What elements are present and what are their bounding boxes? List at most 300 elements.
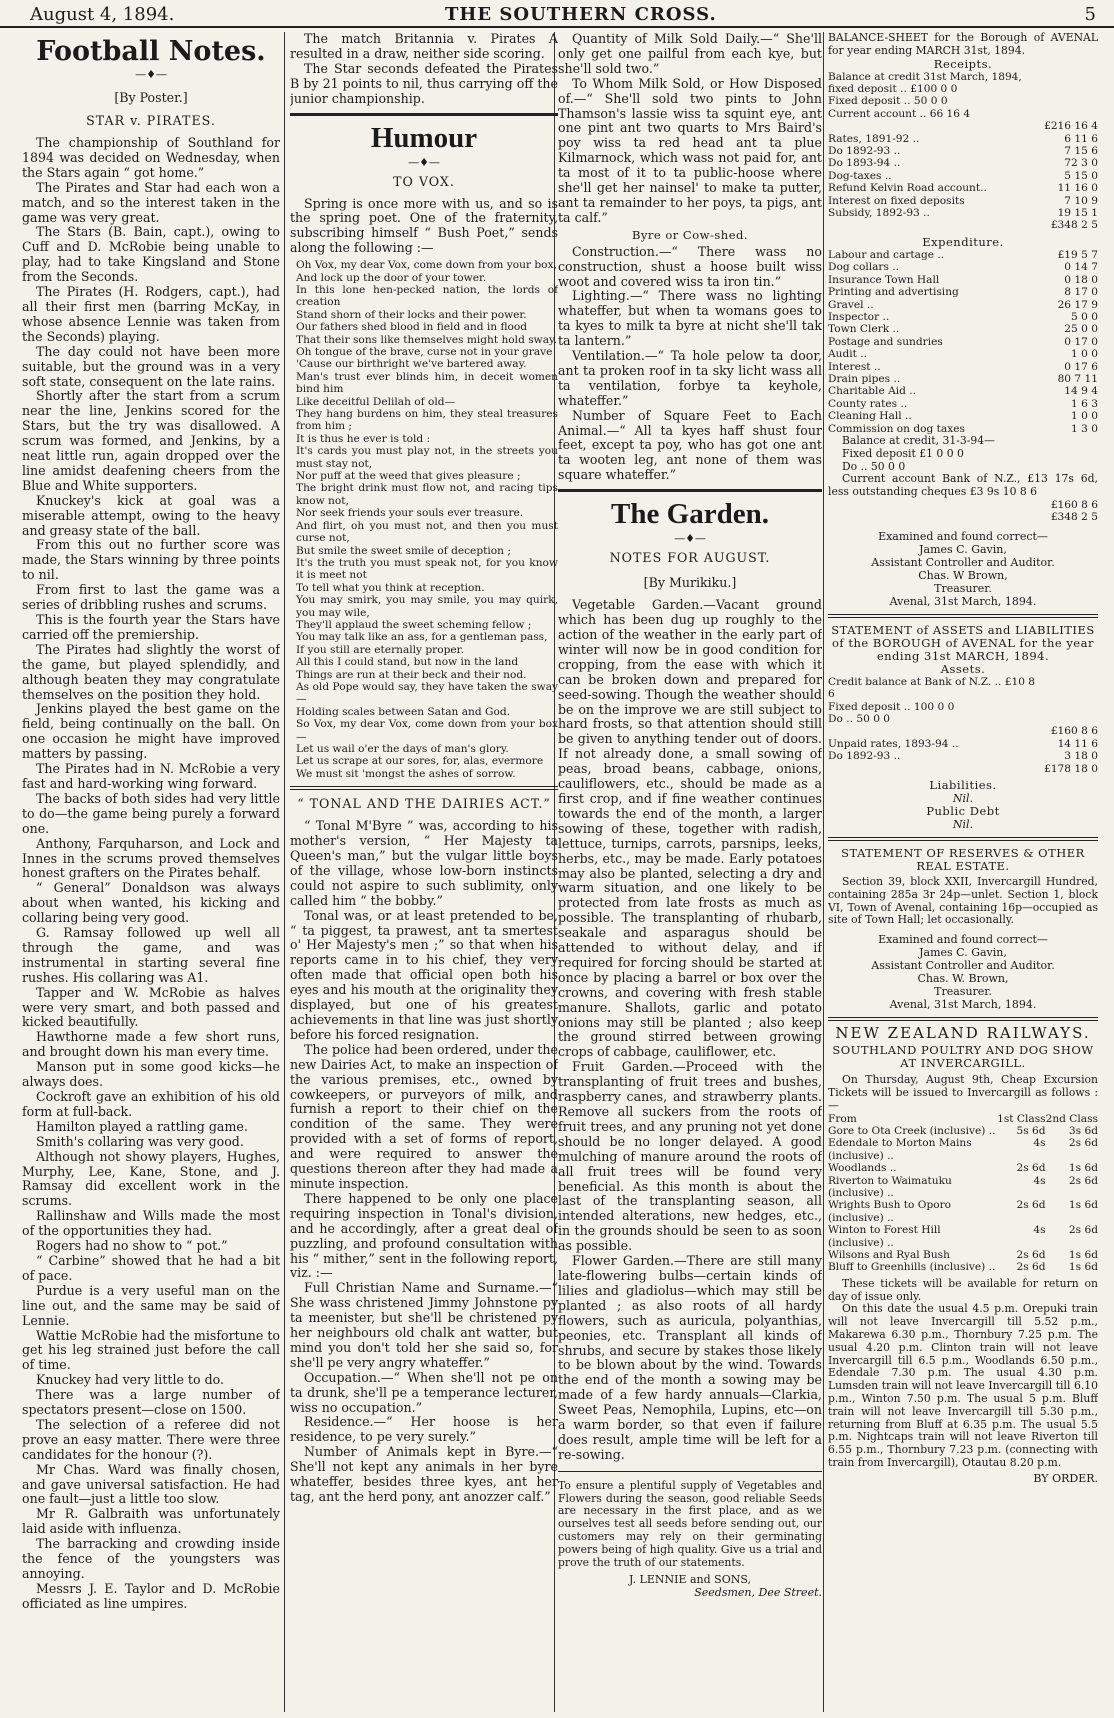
paragraph: From this out no further score was made, the Stars winning by three points to nil. — [22, 537, 280, 583]
ledger-label: Fixed deposit .. 50 0 0 — [828, 95, 948, 108]
paragraph: Things are run at their beck and their nod. — [296, 668, 527, 681]
ledger-amount: £216 16 4 — [1044, 120, 1098, 133]
ledger-row — [828, 219, 1098, 231]
paragraph: Do .. 50 0 0 — [842, 459, 906, 473]
fare-row — [828, 1249, 1098, 1261]
poem-title: TO VOX. — [393, 173, 455, 189]
garden-subheading: NOTES FOR AUGUST. — [609, 550, 771, 566]
fare-row — [828, 1125, 1098, 1137]
masthead — [0, 0, 1114, 28]
ledger-amount: £19 5 7 — [1057, 248, 1098, 261]
section-divider — [290, 786, 558, 790]
balance-sheet-heading: BALANCE-SHEET for the Borough of AVENAL for year ending MARCH 31st, 1894. — [828, 32, 1098, 57]
auditor-signoff — [828, 530, 1098, 608]
fare-row — [828, 1199, 1098, 1224]
paragraph: So Vox, my dear Vox, come down from your box— — [296, 718, 558, 743]
assets-table — [828, 676, 1098, 775]
expenditure-table — [828, 249, 1098, 435]
fare-cell: 4s — [1033, 1137, 1046, 1150]
ledger-row — [828, 750, 1098, 762]
paragraph: There happened to be only one place requiring inspection in Tonal's division, and he accordingly, after a great deal of puzzling, and profound consultation with his “ mither,” sent in the following report, viz. :— — [290, 1190, 558, 1281]
ledger-amount: 3 18 0 — [1064, 750, 1098, 763]
ledger-amount: 0 17 0 — [1064, 335, 1098, 348]
fare-cell: Woodlands .. — [828, 1162, 897, 1175]
fare-column-header: 2nd Class — [1045, 1112, 1098, 1125]
advert-text: To ensure a plentiful supply of Vegetables and Flowers during the season, good reliable Seeds are necessary in the first place, and as we ourselves test all seeds before sending out, our customers may rely on their germinating powers being of high quality. Give us a trial and prove the truth of our statements. — [558, 1478, 822, 1569]
ledger-label: Rates, 1891-92 .. — [828, 132, 920, 145]
paragraph: Let us wail o'er the days of man's glory. — [296, 743, 509, 755]
paragraph: But smile the sweet smile of deception ; — [296, 544, 511, 557]
fare-cell: 4s — [1033, 1174, 1046, 1187]
ledger-label: Dog collars .. — [828, 261, 900, 274]
paragraph: The barracking and crowding inside the fence of the youngsters was annoying. — [22, 1536, 280, 1581]
football-byline: [By Poster.] — [114, 90, 188, 105]
reserves-text: Section 39, block XXII, Invercargill Hundred, containing 285a 3r 24p—unlet. Section 1, block VI, Town of Avenal, containing 16p—occupied as site of Town Hall; let occasionally. — [828, 875, 1098, 927]
football-subheading: STAR v. PIRATES. — [86, 113, 216, 128]
ledger-label: Labour and cartage .. — [828, 248, 945, 261]
signoff-line: Examined and found correct— — [878, 529, 1048, 543]
paragraph: You may talk like an ass, for a gentleman pass, — [296, 631, 548, 644]
paragraph: They'll applaud the sweet scheming fellow ; — [296, 618, 532, 631]
ledger-amount — [1044, 676, 1098, 701]
fare-cell: Gore to Ota Creek (inclusive) .. — [828, 1125, 996, 1137]
fare-cell: Wrights Bush to Oporo (inclusive) .. — [828, 1199, 952, 1224]
fare-cell: Bluff to Greenhills (inclusive) .. — [828, 1261, 996, 1274]
byre-heading: Byre or Cow-shed. — [631, 227, 749, 242]
ledger-row — [828, 738, 1098, 750]
paragraph: There was a large number of spectators present—close on 1500. — [22, 1387, 280, 1418]
signoff-line: James C. Gavin, — [919, 946, 1007, 960]
ledger-amount: 7 15 6 — [1064, 145, 1098, 158]
ledger-amount: 5 15 0 — [1064, 169, 1098, 182]
fare-cell: Riverton to Waimatuku (inclusive) .. — [828, 1174, 952, 1200]
ledger-label: Dog-taxes .. — [828, 169, 892, 182]
paragraph: To tell what you think at reception. — [296, 581, 485, 594]
ledger-amount: 8 17 0 — [1064, 286, 1098, 299]
fare-row — [828, 1224, 1098, 1249]
ledger-label: County rates .. — [828, 397, 908, 410]
paragraph: In this lone hen-pecked nation, the lords of creation — [296, 283, 558, 309]
poem-intro: Spring is once more with us, and so is the spring poet. One of the fraternity, subscribing himself “ Bush Poet,” sends along the following :— — [290, 195, 558, 256]
paragraph: Ventilation.—“ Ta hole pelow ta door, ant ta proken roof in ta sky licht wass all ta ventilation, forbye ta keyhole, whateffer.” — [558, 348, 822, 408]
column-football — [22, 32, 280, 1712]
paragraph: Rogers had no show to “ pot.” — [36, 1238, 228, 1254]
paragraph: The selection of a referee did not prove an easy matter. There were three candidates for the honour (?). — [22, 1416, 280, 1462]
ledger-label — [828, 219, 1044, 231]
paragraph: Knuckey had very little to do. — [36, 1372, 225, 1388]
seed-advert — [558, 1471, 822, 1600]
paragraph: This is the fourth year the Stars have carried off the premiership. — [22, 612, 280, 642]
advert-signature: J. LENNIE and SONS, — [628, 1573, 751, 1587]
star-ornament: —♦— — [135, 68, 167, 81]
paragraph: Mr Chas. Ward was finally chosen, and gave universal satisfaction. He had one fault—just a little too slow. — [22, 1461, 280, 1507]
paragraph: The police had been ordered, under the new Dairies Act, to make an inspection of the various premises, etc., owned by cowkeepers, or purveyors of milk, and furnish a report to their chief on the condition of the same. They were provided with a set of forms of report, and were required to answer the questions thereon after they had made a minute inspection. — [290, 1041, 558, 1191]
public-debt-value: Nil. — [952, 818, 974, 832]
ledger-amount: 6 11 6 — [1064, 132, 1098, 145]
poem — [290, 259, 558, 780]
ledger-amount: 80 7 11 — [1057, 372, 1098, 385]
section-divider — [828, 614, 1098, 618]
ledger-amount: 72 3 0 — [1064, 157, 1098, 170]
paragraph: Number of Square Feet to Each Animal.—“ All ta kyes haff shust four feet, except ta poy, who has got one ant ta wooten leg, ant none of them was square whateffer.” — [558, 407, 822, 483]
paragraph: We must sit 'mongst the ashes of sorrow. — [296, 767, 516, 780]
ledger-row — [828, 348, 1098, 360]
paragraph: Construction.—“ There wass no construction, shust a hoose built wiss woot and covered wiss ta iron tin.” — [558, 243, 822, 289]
fare-header-row — [828, 1113, 1098, 1125]
dairy-body — [558, 32, 822, 226]
balance-subtotal: £160 8 6 — [1050, 498, 1098, 511]
fare-cell: 2s 6d — [1016, 1249, 1046, 1262]
ledger-amount: 1 0 0 — [1071, 410, 1098, 423]
fare-cell: 2s 6d — [1068, 1137, 1098, 1150]
paragraph: Hawthorne made a few short runs, and brought down his man every time. — [22, 1029, 280, 1060]
paragraph: The day could not have been more suitable, but the ground was in a very soft state, consequent on the late rains. — [22, 343, 280, 389]
paragraph: Residence.—“ Her hoose is her residence, to pe very surely.” — [290, 1414, 558, 1445]
public-debt-label: Public Debt — [926, 804, 1000, 819]
railways-intro: On Thursday, August 9th, Cheap Excursion Tickets will be issued to Invercargill as follows :— — [828, 1073, 1098, 1112]
ledger-amount: 1 3 0 — [1071, 422, 1098, 435]
fare-row — [828, 1261, 1098, 1273]
ledger-label — [828, 120, 1044, 132]
fare-cell: 2s 6d — [1016, 1162, 1046, 1175]
paragraph: Nor puff at the weed that gives pleasure ; — [296, 470, 521, 483]
paragraph: The Pirates had slightly the worst of the game, but played splendidly, and although beaten they may congratulate themselves on the position they hold. — [22, 641, 280, 702]
column-rule — [823, 32, 824, 1712]
paragraph: As old Pope would say, they have taken the sway— — [296, 680, 558, 706]
football-heading: Football Notes. — [36, 36, 266, 67]
railways-subheading: SOUTHLAND POULTRY AND DOG SHOW AT INVERCARGILL. — [832, 1043, 1094, 1071]
signoff-line: Treasurer. — [934, 581, 992, 595]
paragraph: Nor seek friends your souls ever treasure. — [296, 507, 524, 520]
advert-address: Seedsmen, Dee Street. — [694, 1586, 822, 1600]
signoff-line: Chas. W. Brown, — [917, 972, 1009, 986]
ledger-row — [828, 299, 1098, 311]
paragraph: The bright drink must flow not, and racing tips know not, — [296, 482, 558, 507]
signoff-line: Assistant Controller and Auditor. — [871, 959, 1055, 973]
ledger-amount: 0 18 0 — [1064, 273, 1098, 286]
ledger-amount: £160 8 6 — [1050, 725, 1098, 738]
paragraph: Although not showy players, Hughes, Murphy, Lee, Kane, Stone, and J. Ramsay did excellent work in the scrums. — [22, 1148, 280, 1209]
assets-label: Assets. — [940, 661, 986, 676]
ledger-row — [828, 286, 1098, 298]
ledger-row — [828, 274, 1098, 286]
receipts-label: Receipts. — [933, 56, 993, 71]
paragraph: Tapper and W. McRobie as halves were very smart, and both passed and kicked beautifully. — [22, 984, 280, 1030]
paragraph: “ Carbine” showed that he had a bit of pace. — [22, 1252, 280, 1283]
fare-cell: Winton to Forest Hill (inclusive) .. — [828, 1224, 941, 1249]
ledger-row — [828, 71, 1098, 96]
paragraph: And lock up the door of your tower. — [296, 271, 487, 284]
ledger-row — [828, 145, 1098, 157]
fare-cell: 5s 6d — [1016, 1125, 1046, 1137]
fare-cell: 2s 6d — [1016, 1199, 1046, 1212]
paragraph: “ Tonal M'Byre ” was, according to his mother's version, “ Her Majesty ta Queen's man,” but the vulgar little boys of the village, whose low-born instincts could not aspire to such sublimity, only called him “ the bobby.” — [290, 818, 558, 908]
paragraph: Tonal was, or at least pretended to be, “ ta piggest, ta prawest, ant ta smertest o' Her Majesty's men ;” so that when his reports came in to his chief, they very often made that official open both his eyes and his mouth at the originality they displayed, but one of his greatest achievements in that line was just shortly before his forced resignation. — [290, 907, 558, 1042]
paragraph: It is thus he ever is told : — [296, 432, 431, 445]
fare-row — [828, 1137, 1098, 1162]
ledger-label: Interest .. — [828, 360, 881, 373]
ledger-label: Refund Kelvin Road account.. — [828, 182, 987, 195]
paragraph: Messrs J. E. Taylor and D. McRobie officiated as line umpires. — [22, 1580, 280, 1611]
paragraph: The Pirates had in N. McRobie a very fast and hard-working wing forward. — [22, 761, 280, 791]
garden-byline: [By Murikiku.] — [643, 575, 737, 591]
ledger-label — [828, 763, 1044, 775]
ledger-row — [828, 195, 1098, 207]
fare-cell: 2s 6d — [1068, 1224, 1098, 1237]
paragraph: They hang burdens on him, they steal treasures from him ; — [296, 408, 558, 433]
paragraph: Purdue is a very useful man on the line out, and the same may be said of Lennie. — [22, 1282, 280, 1328]
ledger-label: Insurance Town Hall — [828, 273, 940, 286]
ledger-label: Balance at credit 31st March, 1894, fixed deposit .. £100 0 0 — [828, 70, 1022, 95]
paragraph: 'Cause our birthright we've bartered away. — [296, 358, 527, 371]
paragraph: Smith's collaring was very good. — [36, 1133, 244, 1149]
paragraph: Our fathers shed blood in field and in flood — [296, 321, 528, 334]
ledger-label: Charitable Aid .. — [828, 385, 916, 398]
fare-column-header: 1st Class — [997, 1112, 1046, 1125]
paragraph: The match Britannia v. Pirates A resulted in a draw, neither side scoring. — [290, 32, 558, 61]
fare-row — [828, 1162, 1098, 1174]
signoff-line: Treasurer. — [934, 985, 992, 999]
ledger-row — [828, 170, 1098, 182]
fare-cell: 1s 6d — [1068, 1261, 1098, 1274]
paragraph: Lighting.—“ There wass no lighting whateffer, but when ta womans goes to ta kyes to milk ta byre at nicht she'll tak ta lantern.” — [558, 288, 822, 349]
paragraph: It's the truth you must speak not, for you know it is meet not — [296, 556, 558, 582]
railways-fare-table — [828, 1113, 1098, 1274]
ledger-row — [828, 323, 1098, 335]
ledger-label: Do 1892-93 .. — [828, 145, 901, 158]
ledger-amount: 11 16 0 — [1057, 182, 1098, 195]
paragraph: You may smirk, you may smile, you may quirk, you may wile, — [296, 594, 558, 619]
star-ornament: —♦— — [408, 155, 440, 169]
paragraph: Oh tongue of the brave, curse not in your grave — [296, 346, 553, 358]
fare-cell: 4s — [1033, 1224, 1046, 1237]
ledger-row — [828, 361, 1098, 373]
signoff-line: Examined and found correct— — [878, 933, 1048, 947]
ledger-row — [828, 261, 1098, 273]
ledger-row — [828, 385, 1098, 397]
football-body — [22, 136, 280, 1612]
ledger-label: Cleaning Hall .. — [828, 410, 912, 423]
paragraph: To Whom Milk Sold, or How Disposed of.—“ She'll sold two pints to John Thamson's lassie wiss ta squint eye, ant one pint ant two quarts to Mrs Baird's poy wiss ta red head ant ta plue Kilmarnock, which wass not paid for, ant ta most of it to ta public-hoose where she'll get her nainsel' to make ta putter, ant ta remainder to her poys, ta pigs, ant ta calf.” — [558, 75, 822, 225]
paragraph: These tickets will be available for return on day of issue only. — [828, 1276, 1098, 1303]
ledger-row — [828, 676, 1098, 701]
fare-cell: 1s 6d — [1068, 1199, 1098, 1212]
railways-notes — [828, 1278, 1098, 1470]
paragraph: Manson put in some good kicks—he always does. — [22, 1059, 280, 1090]
ledger-row — [828, 120, 1098, 132]
garden-body — [558, 598, 822, 1463]
receipts-table — [828, 71, 1098, 232]
ledger-label: Audit .. — [828, 348, 868, 361]
paragraph: The Stars (B. Bain, capt.), owing to Cuff and D. McRobie being unable to play, had to take Kingsland and Stone from the Seconds. — [22, 224, 280, 285]
paragraph: Rallinshaw and Wills made the most of the opportunities they had. — [22, 1208, 280, 1239]
ledger-amount: 0 17 6 — [1064, 360, 1098, 373]
liabilities-value: Nil. — [952, 792, 974, 806]
signoff-line: Avenal, 31st March, 1894. — [889, 998, 1037, 1012]
ledger-row — [828, 95, 1098, 107]
paragraph: Hamilton played a rattling game. — [36, 1118, 248, 1134]
signoff-line: Assistant Controller and Auditor. — [871, 555, 1055, 569]
ledger-amount: 0 14 7 — [1064, 261, 1098, 274]
paragraph: Full Christian Name and Surname.—“ She wass christened Jimmy Johnstone py ta meenister, but she'll be christened py her neighbours old chalk ant watter, but mind you don't told her she said so, for she'll pe very angry whateffer.” — [290, 1280, 558, 1370]
ledger-amount: 1 0 0 — [1071, 348, 1098, 361]
paragraph: Oh Vox, my dear Vox, come down from your box, — [296, 259, 557, 272]
paragraph: On this date the usual 4.5 p.m. Orepuki train will not leave Invercargill till 5.52 p.m., Makarewa 6.30 p.m., Thornbury 7.25 p.m. The usual 4.20 p.m. Clinton train will not leave Invercargill till 6.5 p.m., Woodlands 6.50 p.m., Edendale 7.30 p.m. The usual 4.30 p.m. Lumsden train will not leave Invercargill till 6.10 p.m., Winton 7.50 p.m. The usual 5 p.m. Bluff train will not leave Invercargill till 5.30 p.m., returning from Bluff at 6.35 p.m. The usual 5.5 p.m. Nightcaps train will not leave Riverton till 6.55 p.m., Thornbury 7.23 p.m. (connecting with train from Invercargill), Otautau 8.20 p.m. — [828, 1302, 1098, 1470]
paragraph: Vegetable Garden.—Vacant ground which has been dug up roughly to the action of the weather in the early part of winter will now be in good condition for cropping, from the ease with which it can be broken down and prepared for seed-sowing. Though the weather should be on the improve we are still subject to hard frosts, so that attention should still be given to anything tender out of doors. If not already done, a small sowing of peas, broad beans, cabbage, onions, cauliflowers, etc., should be made as a first crop, and if fine weather continues towards the end of the month, a larger sowing of these, together with radish, lettuce, turnips, carrots, parsnips, leeks, herbs, etc., may be made. Early potatoes may also be planted, selecting a dry and warm situation, and one likely to be protected from late frosts as much as possible. The transplanting of rhubarb, seakale and asparagus should be attended to without delay, and if required for forcing should be started at once by placing a barrel or box over the crowns, and covering with fresh stable manure. Shallots, garlic and potato onions may still be planted ; also keep the ground stirred between growing crops of cabbage, cauliflower, etc. — [558, 597, 822, 1060]
paragraph: Mr R. Galbraith was unfortunately laid aside with influenza. — [22, 1506, 280, 1537]
ledger-amount: 26 17 9 — [1057, 298, 1098, 311]
match-results — [290, 32, 558, 107]
ledger-amount — [1044, 71, 1098, 96]
paragraph: From first to last the game was a series of dribbling rushes and scrums. — [22, 582, 280, 613]
ledger-label: Postage and sundries — [828, 335, 943, 348]
paragraph: All this I could stand, but now in the land — [296, 656, 519, 669]
ledger-label: Subsidy, 1892-93 .. — [828, 207, 930, 220]
paragraph: Jenkins played the best game on the field, being continually on the ball. On one occasion he might have improved matters by passing. — [22, 701, 280, 762]
ledger-amount: 5 0 0 — [1071, 310, 1098, 323]
paragraph: Let us scrape at our sores, for, alas, evermore — [296, 755, 544, 768]
railways-signoff: BY ORDER. — [1033, 1471, 1098, 1485]
fare-cell: 2s 6d — [1068, 1174, 1098, 1187]
ledger-label: Unpaid rates, 1893-94 .. — [828, 737, 959, 750]
ledger-row — [828, 108, 1098, 120]
paragraph: Knuckey's kick at goal was a miserable attempt, owing to the heavy and greasy state of the ball. — [22, 492, 280, 538]
ledger-row — [828, 763, 1098, 775]
paragraph: Flower Garden.—There are still many late-flowering bulbs—certain kinds of lilies and gladiolus—which may still be planted ; as also roots of all hardy flowers, such as auricula, polyanthias, peonies, etc. Transplant all kinds of shrubs, and secure by stakes those likely to be blown about by the wind. Towards the end of the month a sowing may be made of a few hardy annuals—Clarkia, Sweet Peas, Nemophila, Lupins, etc—on a warm border, so that even if failure does result, ample time will be left for a re-sowing. — [558, 1253, 822, 1462]
paragraph: G. Ramsay followed up well all through the game, and was instrumental in starting several fine rushes. His collaring was A1. — [22, 925, 280, 985]
ledger-row — [828, 249, 1098, 261]
ledger-label — [828, 725, 1044, 737]
ledger-amount: £178 18 0 — [1044, 762, 1098, 775]
ledger-amount: 14 11 6 — [1057, 737, 1098, 750]
paragraph: Cockroft gave an exhibition of his old form at full-back. — [22, 1089, 280, 1119]
paragraph: The Star seconds defeated the Pirates B by 21 points to nil, thus carrying off the junior championship. — [290, 60, 558, 106]
paragraph: If you still are eternally proper. — [296, 643, 464, 656]
fare-cell: 3s 6d — [1068, 1125, 1098, 1137]
paragraph: Shortly after the start from a scrum near the line, Jenkins scored for the Stars, but the try was disallowed. A scrum was formed, and Jenkins, by a neat little run, again dropped over the line amidst deafening cheers from the Blue and White supporters. — [22, 388, 280, 493]
ledger-label: Fixed deposit .. 100 0 0 — [828, 700, 955, 713]
ledger-label: Do 1892-93 .. — [828, 750, 901, 763]
fare-cell: Wilsons and Ryal Bush — [828, 1249, 950, 1262]
fare-column-header: From — [828, 1112, 857, 1125]
ledger-label: Current account .. 66 16 4 — [828, 107, 971, 120]
byre-body — [558, 245, 822, 484]
assets-heading: STATEMENT of ASSETS and LIABILITIES of the BOROUGH of AVENAL for the year ending 31st MARCH, 1894. — [831, 622, 1095, 663]
paragraph: Wattie McRobie had the misfortune to get his leg strained just before the call of time. — [22, 1327, 280, 1373]
ledger-label: Do 1893-94 .. — [828, 157, 901, 170]
tonal-body — [290, 819, 558, 1505]
fare-row — [828, 1175, 1098, 1200]
fare-cell: Edendale to Morton Mains (inclusive) .. — [828, 1137, 972, 1162]
balance-credit — [828, 435, 1098, 499]
section-divider — [828, 1017, 1098, 1021]
paragraph: Current account Bank of N.Z., £13 17s 6d, less outstanding cheques £3 9s 10 8 6 — [828, 472, 1098, 499]
ledger-label: Inspector .. — [828, 310, 890, 323]
ledger-row — [828, 701, 1098, 713]
ledger-amount: 1 6 3 — [1071, 397, 1098, 410]
column-rule — [284, 32, 285, 1712]
paragraph: Man's trust ever blinds him, in deceit women bind him — [296, 370, 558, 396]
paragraph: The championship of Southland for 1894 was decided on Wednesday, when the Stars again “ got home.” — [22, 135, 280, 180]
section-divider — [828, 837, 1098, 841]
expenditure-label: Expenditure. — [922, 234, 1004, 249]
ledger-row — [828, 336, 1098, 348]
issue-date: August 4, 1894. — [30, 4, 175, 25]
column-notices — [828, 32, 1098, 1712]
column-humour — [290, 32, 558, 1712]
ledger-row — [828, 410, 1098, 422]
ledger-label: Credit balance at Bank of N.Z. .. £10 8 6 — [828, 675, 1036, 701]
paragraph: The Pirates (H. Rodgers, capt.), had all their first men (barring McKay, in whose absence Lennie was taken from the Seconds) playing. — [22, 284, 280, 344]
garden-heading: The Garden. — [611, 498, 769, 531]
column-garden — [558, 32, 822, 1712]
paragraph: Occupation.—“ When she'll not pe on ta drunk, she'll pe a temperance lecturer, wiss no occupation.” — [290, 1369, 558, 1415]
ledger-row — [828, 398, 1098, 410]
signoff-line: Avenal, 31st March, 1894. — [889, 594, 1037, 608]
ledger-label: Town Clerk .. — [828, 323, 900, 336]
signoff-line: James C. Gavin, — [919, 542, 1007, 556]
paragraph: “ General” Donaldson was always about when wanted, his kicking and collaring being very good. — [22, 880, 280, 926]
fare-cell: 1s 6d — [1068, 1249, 1098, 1262]
ledger-amount: 7 10 9 — [1064, 194, 1098, 207]
page-number: 5 — [1084, 4, 1096, 25]
ledger-label: Gravel .. — [828, 298, 874, 311]
ledger-amount: £348 2 5 — [1050, 219, 1098, 232]
ledger-row — [828, 725, 1098, 737]
ledger-label: Drain pipes .. — [828, 372, 901, 385]
ledger-label: Printing and advertising — [828, 286, 959, 299]
reserves-heading: STATEMENT OF RESERVES & OTHER REAL ESTATE. — [841, 846, 1085, 874]
ledger-row — [828, 157, 1098, 169]
paragraph: And flirt, oh you must not, and then you must curse not, — [296, 519, 558, 545]
paragraph: Fruit Garden.—Proceed with the transplanting of fruit trees and bushes, raspberry canes, and strawberry plants. Remove all suckers from the roots of fruit trees, and any pruning not yet done should be no longer delayed. A good mulching of manure around the roots of all fruit trees will be found very beneficial. As this month is about the last of the transplanting season, all intended alterations, new hedges, etc., in the grounds should be seen to as soon as possible. — [558, 1059, 822, 1254]
ledger-amount — [1044, 95, 1098, 107]
tonal-heading: “ TONAL AND THE DAIRIES ACT.” — [297, 796, 551, 812]
paragraph: That their sons like themselves might hold sway. — [296, 333, 557, 346]
ledger-row — [828, 713, 1098, 725]
ledger-label: Do .. 50 0 0 — [828, 712, 891, 725]
ledger-row — [828, 207, 1098, 219]
auditor-signoff-2 — [828, 933, 1098, 1011]
paragraph: Number of Animals kept in Byre.—“ She'll not kept any animals in her byre whateffer, besides three kyes, ant her tag, ant the herd pony, ant anozzer calf.” — [290, 1444, 558, 1504]
ledger-row — [828, 133, 1098, 145]
paragraph: Holding scales between Satan and God. — [296, 705, 511, 718]
fare-cell: 2s 6d — [1016, 1261, 1046, 1274]
paragraph: The backs of both sides had very little to do—the game being purely a forward one. — [22, 790, 280, 836]
signoff-line: Chas. W Brown, — [918, 568, 1008, 582]
ledger-row — [828, 182, 1098, 194]
ledger-amount: 14 9 4 — [1064, 385, 1098, 398]
paragraph: Anthony, Farquharson, and Lock and Innes in the scrums proved themselves honest grafters on the Pirates behalf. — [22, 835, 280, 881]
ledger-amount — [1044, 701, 1098, 713]
section-divider — [290, 113, 558, 116]
balance-totals — [828, 499, 1098, 524]
paragraph: Fixed deposit £1 0 0 0 — [842, 446, 964, 460]
paragraph: Balance at credit, 31-3-94— — [842, 433, 995, 447]
ledger-label: Commission on dog taxes — [828, 422, 965, 435]
liabilities-label: Liabilities. — [929, 778, 997, 793]
ledger-label: Interest on fixed deposits — [828, 194, 965, 207]
humour-heading: Humour — [370, 121, 478, 154]
paragraph: Like deceitful Delilah of old— — [296, 395, 456, 408]
ledger-row — [828, 311, 1098, 323]
ledger-amount: 19 15 1 — [1057, 207, 1098, 220]
star-ornament: —♦— — [674, 532, 706, 546]
paragraph: Quantity of Milk Sold Daily.—“ She'll only get one pailful from each kye, but she'll sold two.” — [558, 32, 822, 76]
paragraph: The Pirates and Star had each won a match, and so the interest taken in the game was very great. — [22, 179, 280, 225]
paragraph: Stand shorn of their locks and their power. — [296, 308, 527, 321]
ledger-row — [828, 373, 1098, 385]
